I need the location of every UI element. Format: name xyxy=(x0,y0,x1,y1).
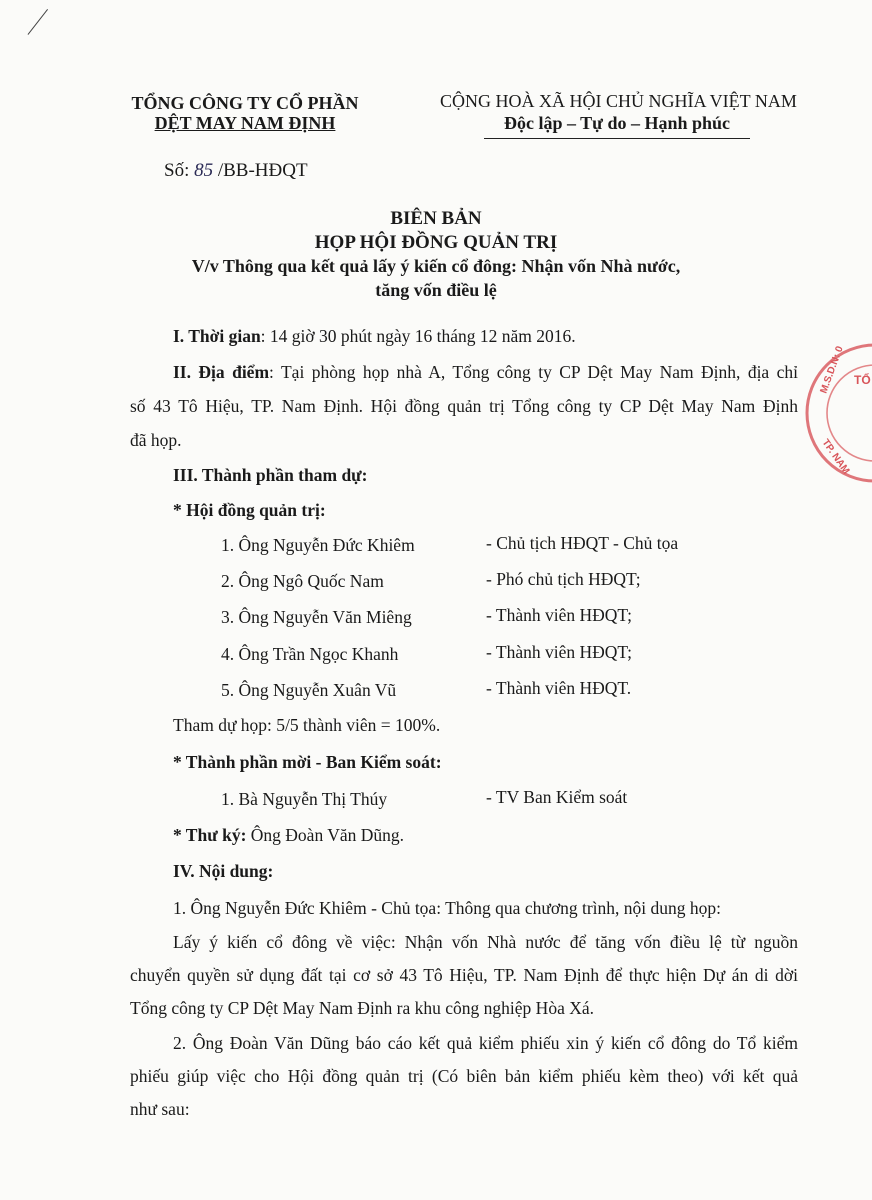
document-number xyxy=(164,160,308,182)
content-paragraph-1: 1. Ông Nguyễn Đức Khiêm - Chủ tọa: Thông qua chương trình, nội dung họp: xyxy=(173,898,721,918)
title-line1: BIÊN BẢN xyxy=(390,208,482,229)
section-attendees-heading: III. Thành phần tham dự: xyxy=(173,465,368,485)
content-paragraph-3-line1: 2. Ông Đoàn Văn Dũng báo cáo kết quả kiểm phiếu xin ý kiến cổ đông do Tổ kiểm xyxy=(173,1033,798,1053)
company-name-line1: TỔNG CÔNG TY CỔ PHẦN xyxy=(131,93,359,113)
section-location-line2: số 43 Tô Hiệu, TP. Nam Định. Hội đồng quản trị Tổng công ty CP Dệt May Nam Định xyxy=(130,396,798,416)
section-location-line1: II. Địa điểm: Tại phòng họp nhà A, Tổng công ty CP Dệt May Nam Định, địa chỉ xyxy=(173,362,799,382)
attendance-summary: Tham dự họp: 5/5 thành viên = 100%. xyxy=(173,715,441,735)
invited-name-1: 1. Bà Nguyễn Thị Thúy xyxy=(221,789,388,809)
company-seal xyxy=(800,338,872,488)
member-role-4: - Thành viên HĐQT; xyxy=(486,642,632,662)
member-name-4: 4. Ông Trần Ngọc Khanh xyxy=(221,644,399,664)
seal-text-id: M.S.D.N: 0 xyxy=(818,344,846,396)
invited-role-1: - TV Ban Kiểm soát xyxy=(486,787,628,807)
title-line2: HỌP HỘI ĐỒNG QUẢN TRỊ xyxy=(314,232,558,253)
section-time xyxy=(173,326,576,347)
section-time-label: I. Thời gian xyxy=(173,326,261,346)
content-paragraph-2-line3: Tổng công ty CP Dệt May Nam Định ra khu công nghiệp Hòa Xá. xyxy=(130,998,594,1018)
doc-number-handwritten: 85 xyxy=(194,160,214,181)
member-role-3: - Thành viên HĐQT; xyxy=(486,605,632,625)
section-content-heading: IV. Nội dung: xyxy=(173,861,274,881)
section-location-line3: đã họp. xyxy=(130,430,182,450)
company-name-line2: DỆT MAY NAM ĐỊNH xyxy=(154,113,336,133)
secretary-label: * Thư ký: xyxy=(173,825,247,845)
seal-text-company: TỔ xyxy=(854,373,871,387)
member-role-5: - Thành viên HĐQT. xyxy=(486,678,632,698)
invited-heading: * Thành phần mời - Ban Kiểm soát: xyxy=(173,752,442,772)
secretary-name: Ông Đoàn Văn Dũng. xyxy=(246,825,405,845)
member-name-2: 2. Ông Ngô Quốc Nam xyxy=(221,571,384,591)
member-name-5: 5. Ông Nguyễn Xuân Vũ xyxy=(221,680,397,700)
board-heading: * Hội đồng quản trị: xyxy=(173,500,326,520)
national-title: CỘNG HOÀ XÃ HỘI CHỦ NGHĨA VIỆT NAM xyxy=(440,91,797,111)
secretary xyxy=(173,825,404,846)
seal-text-city: TP. NAM xyxy=(819,437,852,477)
member-name-1: 1. Ông Nguyễn Đức Khiêm xyxy=(221,535,415,555)
content-paragraph-3-line2: phiếu giúp việc cho Hội đồng quản trị (Có biên bản kiểm phiếu kèm theo) với kết quả xyxy=(130,1066,798,1086)
member-role-1: - Chủ tịch HĐQT - Chủ tọa xyxy=(486,533,679,553)
section-location-label: II. Địa điểm xyxy=(173,362,270,382)
doc-number-suffix: /BB-HĐQT xyxy=(217,160,308,181)
content-paragraph-2-line1: Lấy ý kiến cổ đông về việc: Nhận vốn Nhà nước để tăng vốn điều lệ từ nguồn xyxy=(173,932,798,952)
content-paragraph-3-line3: như sau: xyxy=(130,1099,190,1119)
national-motto: Độc lập – Tự do – Hạnh phúc xyxy=(503,113,731,133)
doc-number-prefix: Số: xyxy=(164,160,190,181)
pen-mark xyxy=(28,9,49,35)
title-line3: V/v Thông qua kết quả lấy ý kiến cổ đông: Nhận vốn Nhà nước, xyxy=(191,256,681,276)
title-line4: tăng vốn điều lệ xyxy=(375,280,497,300)
content-paragraph-2-line2: chuyển quyền sử dụng đất tại cơ sở 43 Tô Hiệu, TP. Nam Định để thực hiện Dự án di dời xyxy=(130,965,798,985)
member-role-2: - Phó chủ tịch HĐQT; xyxy=(486,569,641,589)
motto-underline xyxy=(484,138,750,139)
member-name-3: 3. Ông Nguyễn Văn Miêng xyxy=(221,607,412,627)
section-time-text: : 14 giờ 30 phút ngày 16 tháng 12 năm 2016. xyxy=(260,326,576,346)
